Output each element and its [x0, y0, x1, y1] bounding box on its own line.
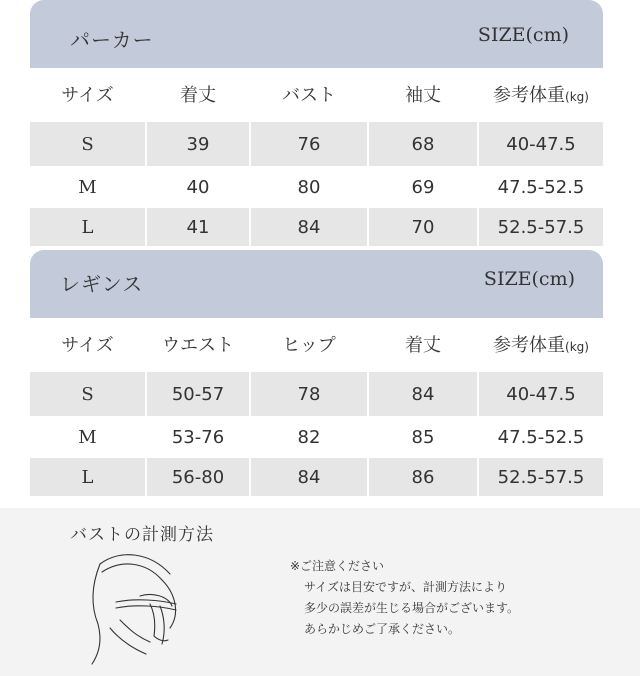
table-cell: 85 [368, 417, 478, 457]
table-row [30, 121, 603, 167]
table-cell: 78 [250, 371, 368, 417]
column-header-weight [478, 68, 603, 121]
note-line: あらかじめご了承ください。 [304, 622, 461, 636]
table-header-row [30, 318, 603, 371]
leggings-header [30, 250, 603, 318]
table-cell: 86 [368, 457, 478, 497]
note-line: 多少の誤差が生じる場合がございます。 [304, 601, 520, 615]
table-cell: 39 [146, 121, 250, 167]
table-row [30, 371, 603, 417]
leggings-size-section [30, 250, 603, 498]
table-cell: 56-80 [146, 457, 250, 497]
column-header: ヒップ [250, 318, 368, 371]
size-cell: M [30, 167, 146, 207]
table-cell: 69 [368, 167, 478, 207]
table-cell: 84 [250, 457, 368, 497]
leggings-size-label: SIZE(cm) [483, 268, 575, 290]
table-cell: 68 [368, 121, 478, 167]
weight-unit: (kg) [565, 340, 589, 354]
column-header: サイズ [30, 318, 146, 371]
table-cell: 47.5-52.5 [478, 167, 603, 207]
table-cell: 82 [250, 417, 368, 457]
leggings-size-table [30, 318, 603, 498]
column-header: 着丈 [146, 68, 250, 121]
weight-label: 参考体重 [493, 335, 566, 356]
table-cell: 40 [146, 167, 250, 207]
table-cell: 84 [250, 207, 368, 247]
measurement-guide [0, 508, 640, 676]
table-cell: 47.5-52.5 [478, 417, 603, 457]
table-row [30, 457, 603, 497]
table-cell: 40-47.5 [478, 121, 603, 167]
hoodie-title: パーカー [70, 28, 154, 52]
hoodie-size-label: SIZE(cm) [477, 24, 569, 46]
column-header-weight [478, 318, 603, 371]
table-cell: 52.5-57.5 [478, 457, 603, 497]
table-row [30, 417, 603, 457]
column-header: サイズ [30, 68, 146, 121]
column-header: ウエスト [146, 318, 250, 371]
column-header: 袖丈 [368, 68, 478, 121]
leggings-title: レギンス [60, 272, 144, 296]
table-cell: 70 [368, 207, 478, 247]
notes-heading: ※ご注意ください [290, 559, 385, 573]
table-cell: 52.5-57.5 [478, 207, 603, 247]
size-cell: S [30, 121, 146, 167]
table-cell: 80 [250, 167, 368, 207]
measurement-title: バストの計測方法 [70, 525, 214, 545]
size-cell: S [30, 371, 146, 417]
size-cell: M [30, 417, 146, 457]
bust-measurement-illustration-icon [80, 544, 210, 674]
note-line: サイズは目安ですが、計測方法により [304, 580, 508, 594]
column-header: 着丈 [368, 318, 478, 371]
weight-unit: (kg) [565, 90, 589, 104]
weight-label: 参考体重 [493, 85, 566, 106]
hoodie-size-section [30, 0, 603, 248]
table-row [30, 207, 603, 247]
hoodie-header [30, 0, 603, 68]
size-cell: L [30, 207, 146, 247]
table-cell: 40-47.5 [478, 371, 603, 417]
notes [290, 556, 519, 640]
table-cell: 84 [368, 371, 478, 417]
table-row [30, 167, 603, 207]
table-cell: 53-76 [146, 417, 250, 457]
table-cell: 41 [146, 207, 250, 247]
size-cell: L [30, 457, 146, 497]
hoodie-size-table [30, 68, 603, 248]
table-header-row [30, 68, 603, 121]
table-cell: 76 [250, 121, 368, 167]
table-cell: 50-57 [146, 371, 250, 417]
column-header: バスト [250, 68, 368, 121]
